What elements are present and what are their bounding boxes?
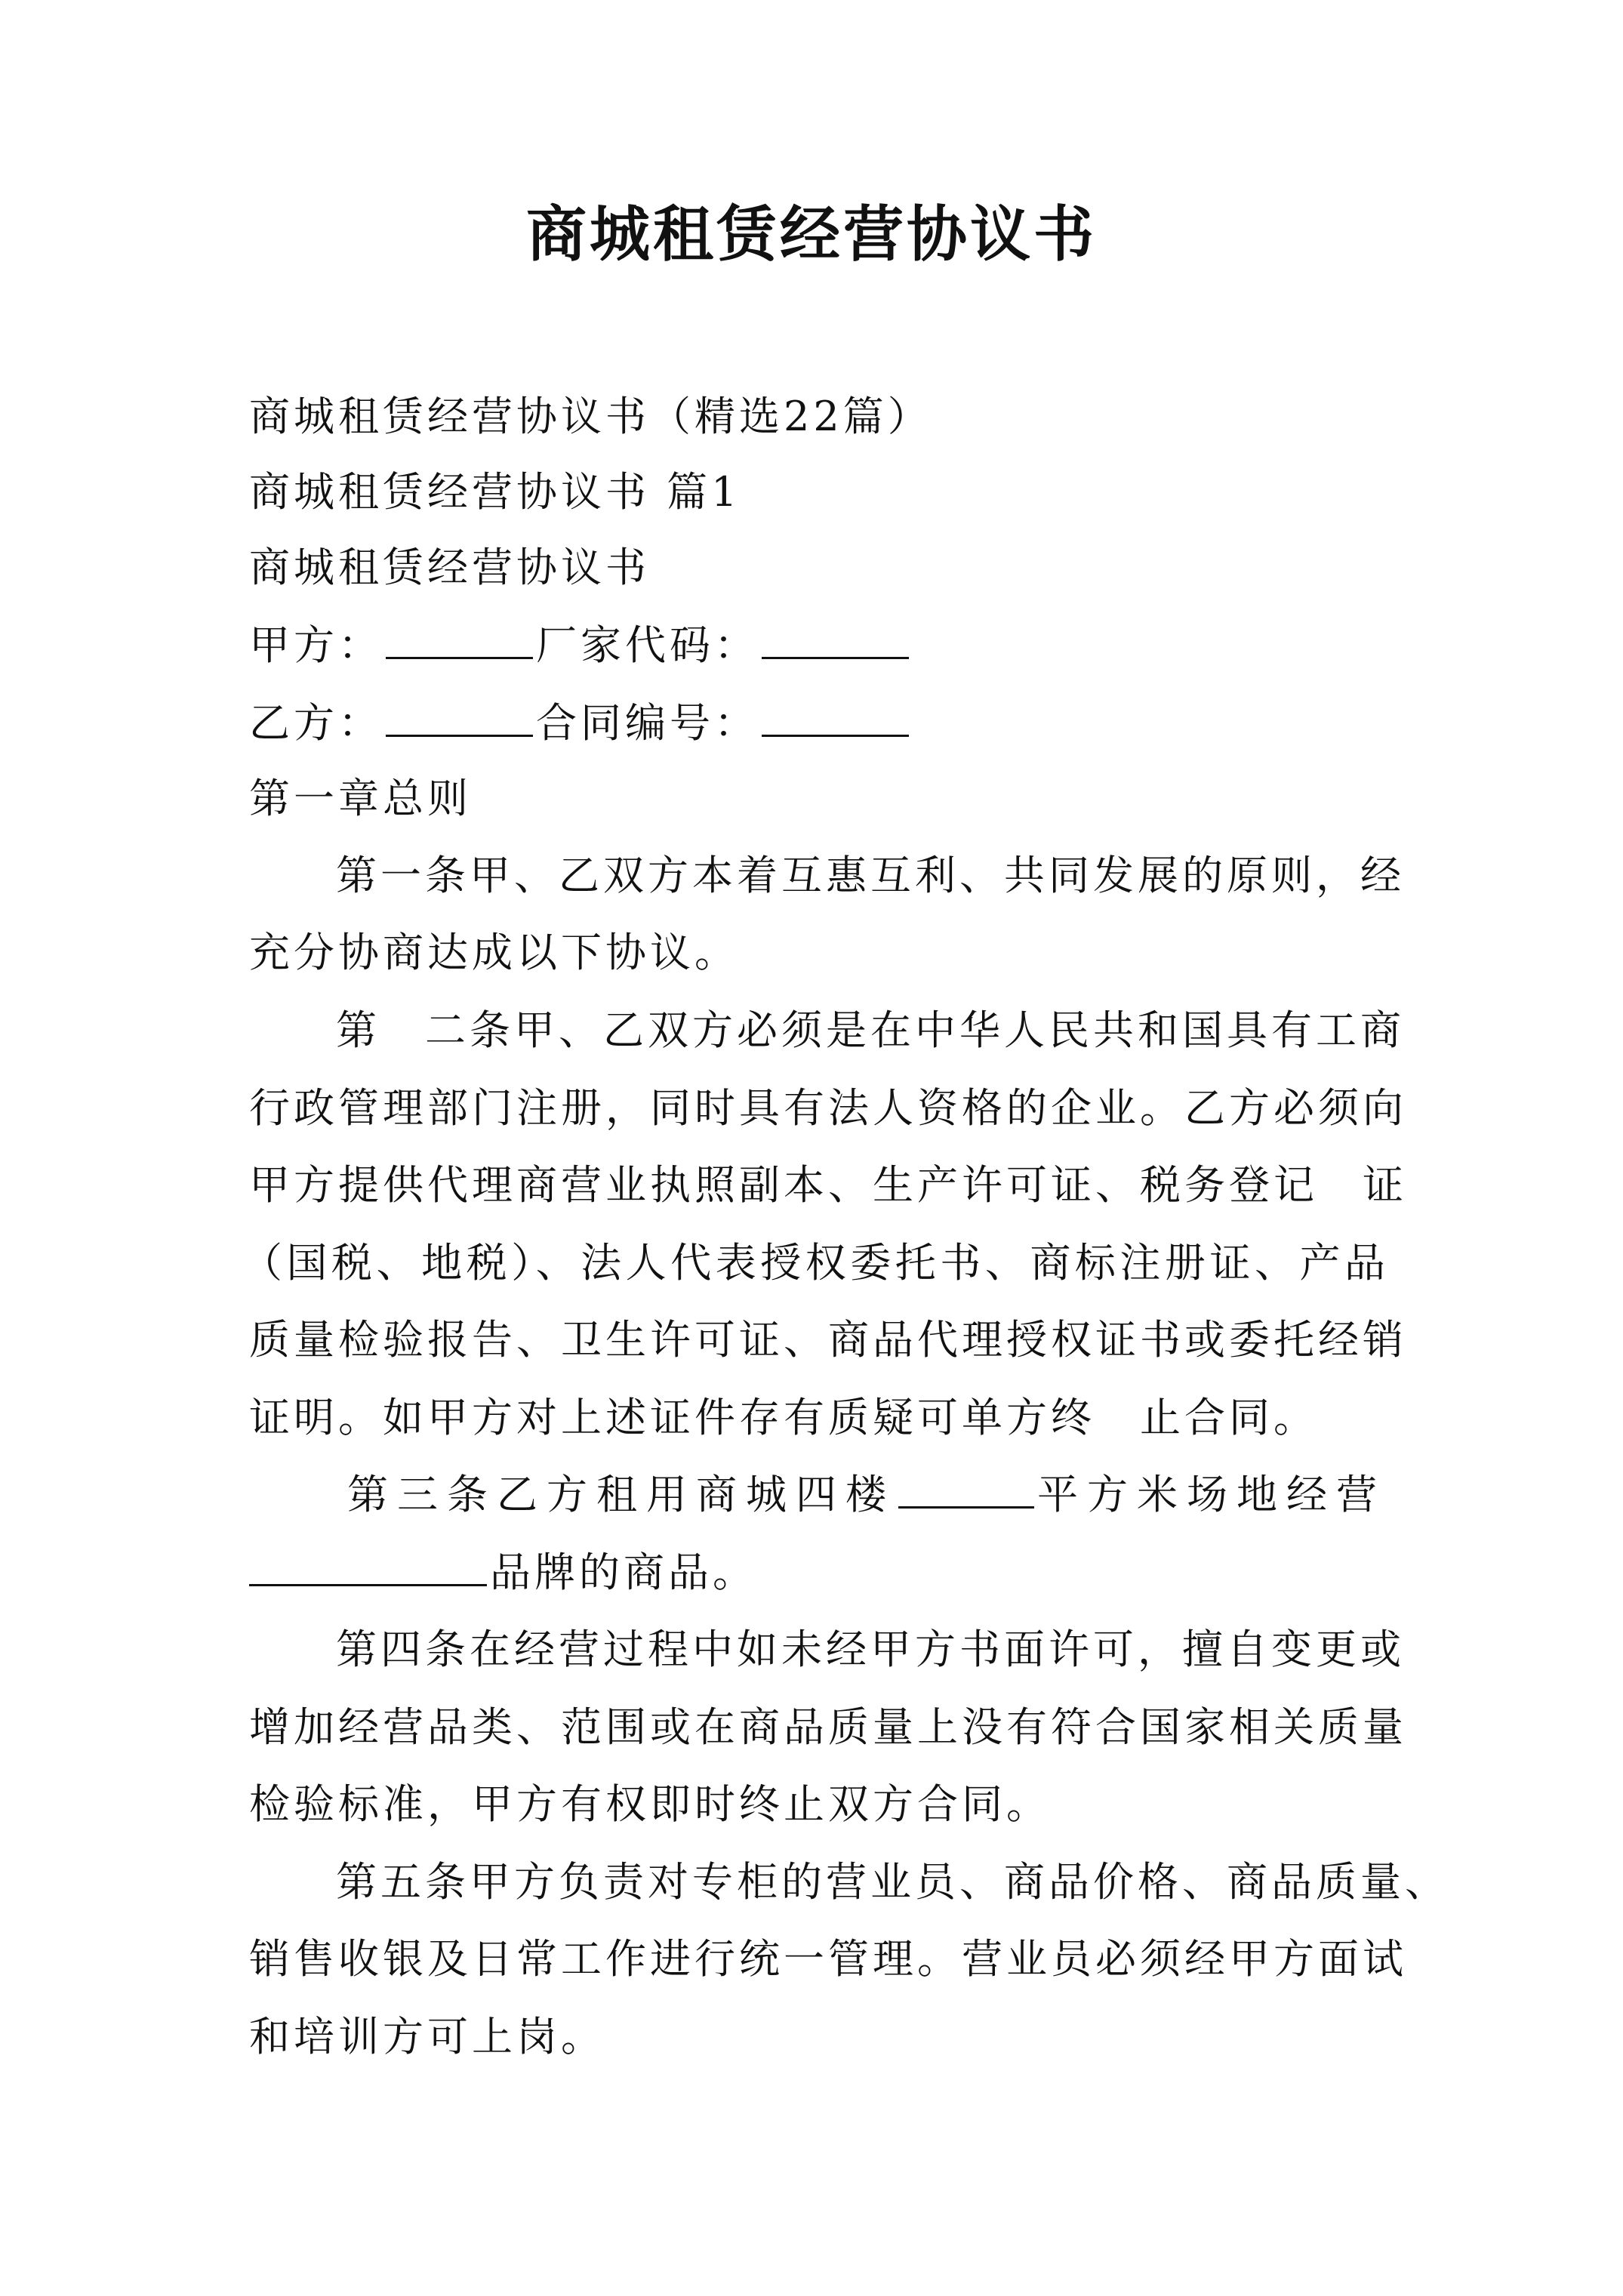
- contract-name: 商城租赁经营协议书: [249, 544, 650, 591]
- article-2-line-2: 行政管理部门注册，同时具有法人资格的企业。乙方必须向: [249, 1084, 1407, 1132]
- manufacturer-code-label: 厂家代码：: [536, 621, 759, 669]
- contract-number-blank: [762, 734, 909, 737]
- article-2-line-1: 第 二条甲、乙双方必须是在中华人民共和国具有工商: [336, 1006, 1405, 1054]
- article-4-line-2: 增加经营品类、范围或在商品质量上没有符合国家相关质量: [249, 1703, 1407, 1751]
- article-3-text-b: 平方米场地经营: [1037, 1471, 1386, 1518]
- brand-blank: [249, 1583, 487, 1586]
- article-3-line-2: [249, 1542, 1381, 1603]
- manufacturer-code-blank: [762, 656, 909, 659]
- article-2-line-5: 质量检验报告、卫生许可证、商品代理授权证书或委托经销: [249, 1316, 1407, 1364]
- article-5-line-1: 第五条甲方负责对专柜的营业员、商品价格、商品质量、: [336, 1858, 1449, 1906]
- party-b-row: [249, 693, 1381, 754]
- chapter-heading: 第一章总则: [249, 775, 472, 822]
- article-1-line-2: 充分协商达成以下协议。: [249, 929, 739, 976]
- article-4-line-3: 检验标准，甲方有权即时终止双方合同。: [249, 1780, 1051, 1828]
- party-a-row: [249, 615, 1381, 676]
- party-b-label: 乙方：: [249, 699, 383, 747]
- area-blank: [898, 1505, 1034, 1509]
- article-3-text-a: 第三条乙方租用商城四楼: [347, 1471, 895, 1518]
- article-2-line-6: 证明。如甲方对上述证件存有质疑可单方终 止合同。: [249, 1394, 1318, 1441]
- article-5-line-2: 销售收银及日常工作进行统一管理。营业员必须经甲方面试: [249, 1935, 1407, 1983]
- document-title: 商城租赁经营协议书: [526, 199, 1097, 270]
- article-5-line-3: 和培训方可上岗。: [249, 2013, 605, 2060]
- article-2-line-4: （国税、地税）、法人代表授权委托书、商标注册证、产品: [242, 1239, 1389, 1287]
- article-3-text-c: 品牌的商品。: [490, 1549, 757, 1596]
- article-2-line-3: 甲方提供代理商营业执照副本、生产许可证、税务登记 证: [249, 1161, 1407, 1209]
- article-1-line-1: 第一条甲、乙双方本着互惠互利、共同发展的原则，经: [336, 852, 1405, 899]
- party-a-label: 甲方：: [249, 621, 383, 669]
- contract-number-label: 合同编号：: [536, 699, 759, 747]
- article-3-line-1: [347, 1465, 1389, 1525]
- subtitle: 商城租赁经营协议书（精选22篇）: [249, 393, 932, 440]
- party-b-blank: [386, 734, 533, 737]
- section-heading: 商城租赁经营协议书 篇1: [249, 468, 741, 516]
- article-4-line-1: 第四条在经营过程中如未经甲方书面许可，擅自变更或: [336, 1626, 1405, 1673]
- party-a-blank: [386, 656, 533, 659]
